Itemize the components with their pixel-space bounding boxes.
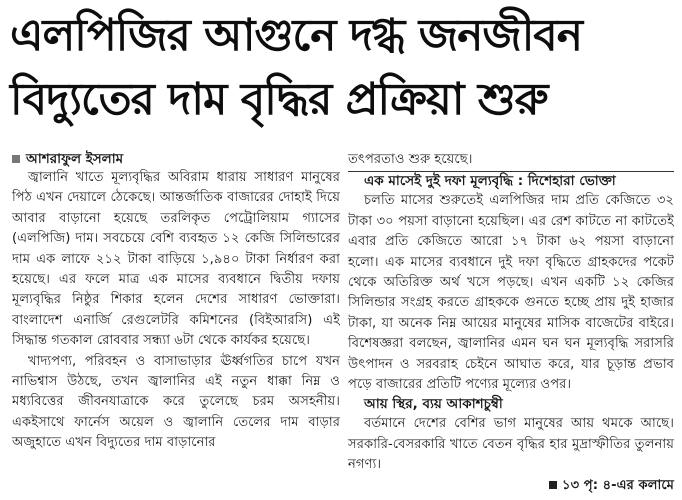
carryover-text: তৎপরতাও শুরু হয়েছে। (348, 152, 473, 167)
byline-square-icon (12, 155, 20, 163)
continued-square-icon (549, 481, 557, 489)
right-paragraph-2: বর্তমানে দেশের বেশির ভাগ মানুষের আয় থমকে আছে। সরকারি-বেসরকারি খাতে বেতন বৃদ্ধির হার মুদ্রাস্ফীতির তুলনায় নগণ্য। (348, 416, 674, 473)
left-paragraph-1: জ্বালানি খাতে মূল্যবৃদ্ধির অবিরাম ধারায় সাধারণ মানুষের পিঠ এখন দেয়ালে ঠেকেছে। আন্তর্জাতিক বাজারের দোহাই দিয়ে আবার বাড়ানো হয়েছে তরলিকৃত পেট্রোলিয়াম গ্যাসের (এলপিজি) দাম। সবচেয়ে বেশি ব্যবহৃত ১২ কেজি সিলিন্ডারের দাম এক লাফে ২১২ টাকা বাড়িয়ে ১,৯৪০ টাকা নির্ধারণ করা হয়েছে। এর ফলে মাত্র এক মাসের ব্যবধানে দ্বিতীয় দফায় মূল্যবৃদ্ধির নিষ্ঠুর শিকার হলেন দেশের সাধারণ ভোক্তারা। বাংলাদেশ এনার্জি রেগুলেটরি কমিশনের (বিইআরসি) এই সিদ্ধান্ত গতকাল রোববার সন্ধ্যা ৬টা থেকে কার্যকর হয়েছে। (12, 170, 340, 349)
right-paragraph-1: চলতি মাসের শুরুতেই এলপিজির দাম প্রতি কেজিতে ৩২ টাকা ৩০ পয়সা বাড়ানো হয়েছিল। এর রেশ কাটতে না কাটতেই এবার প্রতি কেজিতে আরো ১৭ টাকা ৬২ পয়সা বাড়ানো হলো। এক মাসের ব্যবধানে দুই দফা বৃদ্ধিতে গ্রাহকদের পকেট থেকে অতিরিক্ত অর্থ খসে পড়ছে। এখন একটি ১২ কেজির সিলিন্ডার সংগ্রহ করতে গ্রাহককে গুনতে হচ্ছে প্রায় দুই হাজার টাকা, যা অনেক নিম্ন আয়ের মানুষের মাসিক বাজেটের বাইরে। বিশেষজ্ঞরা বলছেন, জ্বালানির এমন ঘন ঘন মূল্যবৃদ্ধি সরাসরি উৎপাদন ও সরবরাহ চেইনে আঘাত করে, যার চূড়ান্ত প্রভাব পড়ে বাজারের প্রতিটি পণ্যের মূল্যের ওপর। (348, 193, 674, 393)
subheading-1: এক মাসেই দুই দফা মূল্যবৃদ্ধি : দিশেহারা ভোক্তা (364, 173, 616, 190)
headline-line-2: বিদ্যুতের দাম বৃদ্ধির প্রক্রিয়া শুরু (10, 74, 548, 125)
subheading-2: আয় স্থির, ব্যয় আকাশচুম্বী (364, 396, 503, 413)
continued-label: ১৩ পৃ: ৪-এর কলামে (562, 477, 674, 493)
byline (12, 150, 340, 168)
right-column (348, 150, 674, 496)
continued-note (348, 476, 674, 496)
left-column (12, 150, 340, 454)
left-paragraph-2: খাদ্যপণ্য, পরিবহন ও বাসাভাড়ার ঊর্ধ্বগতির চাপে যখন নাভিশ্বাস উঠছে, তখন জ্বালানির এই নতুন ধাক্কা নিম্ন ও মধ্যবিত্তের জীবনযাত্রাকে করে তুলেছে চরম অসহনীয়। একইসাথে ফার্নেস অয়েল ও জ্বালানি তেলের দাম বাড়ার অজুহাতে এখন বিদ্যুতের দাম বাড়ানোর (12, 353, 340, 451)
byline-author: আশরাফুল ইসলাম (26, 151, 124, 167)
headline-line-1: এলপিজির আগুনে দগ্ধ জনজীবন (10, 10, 583, 61)
